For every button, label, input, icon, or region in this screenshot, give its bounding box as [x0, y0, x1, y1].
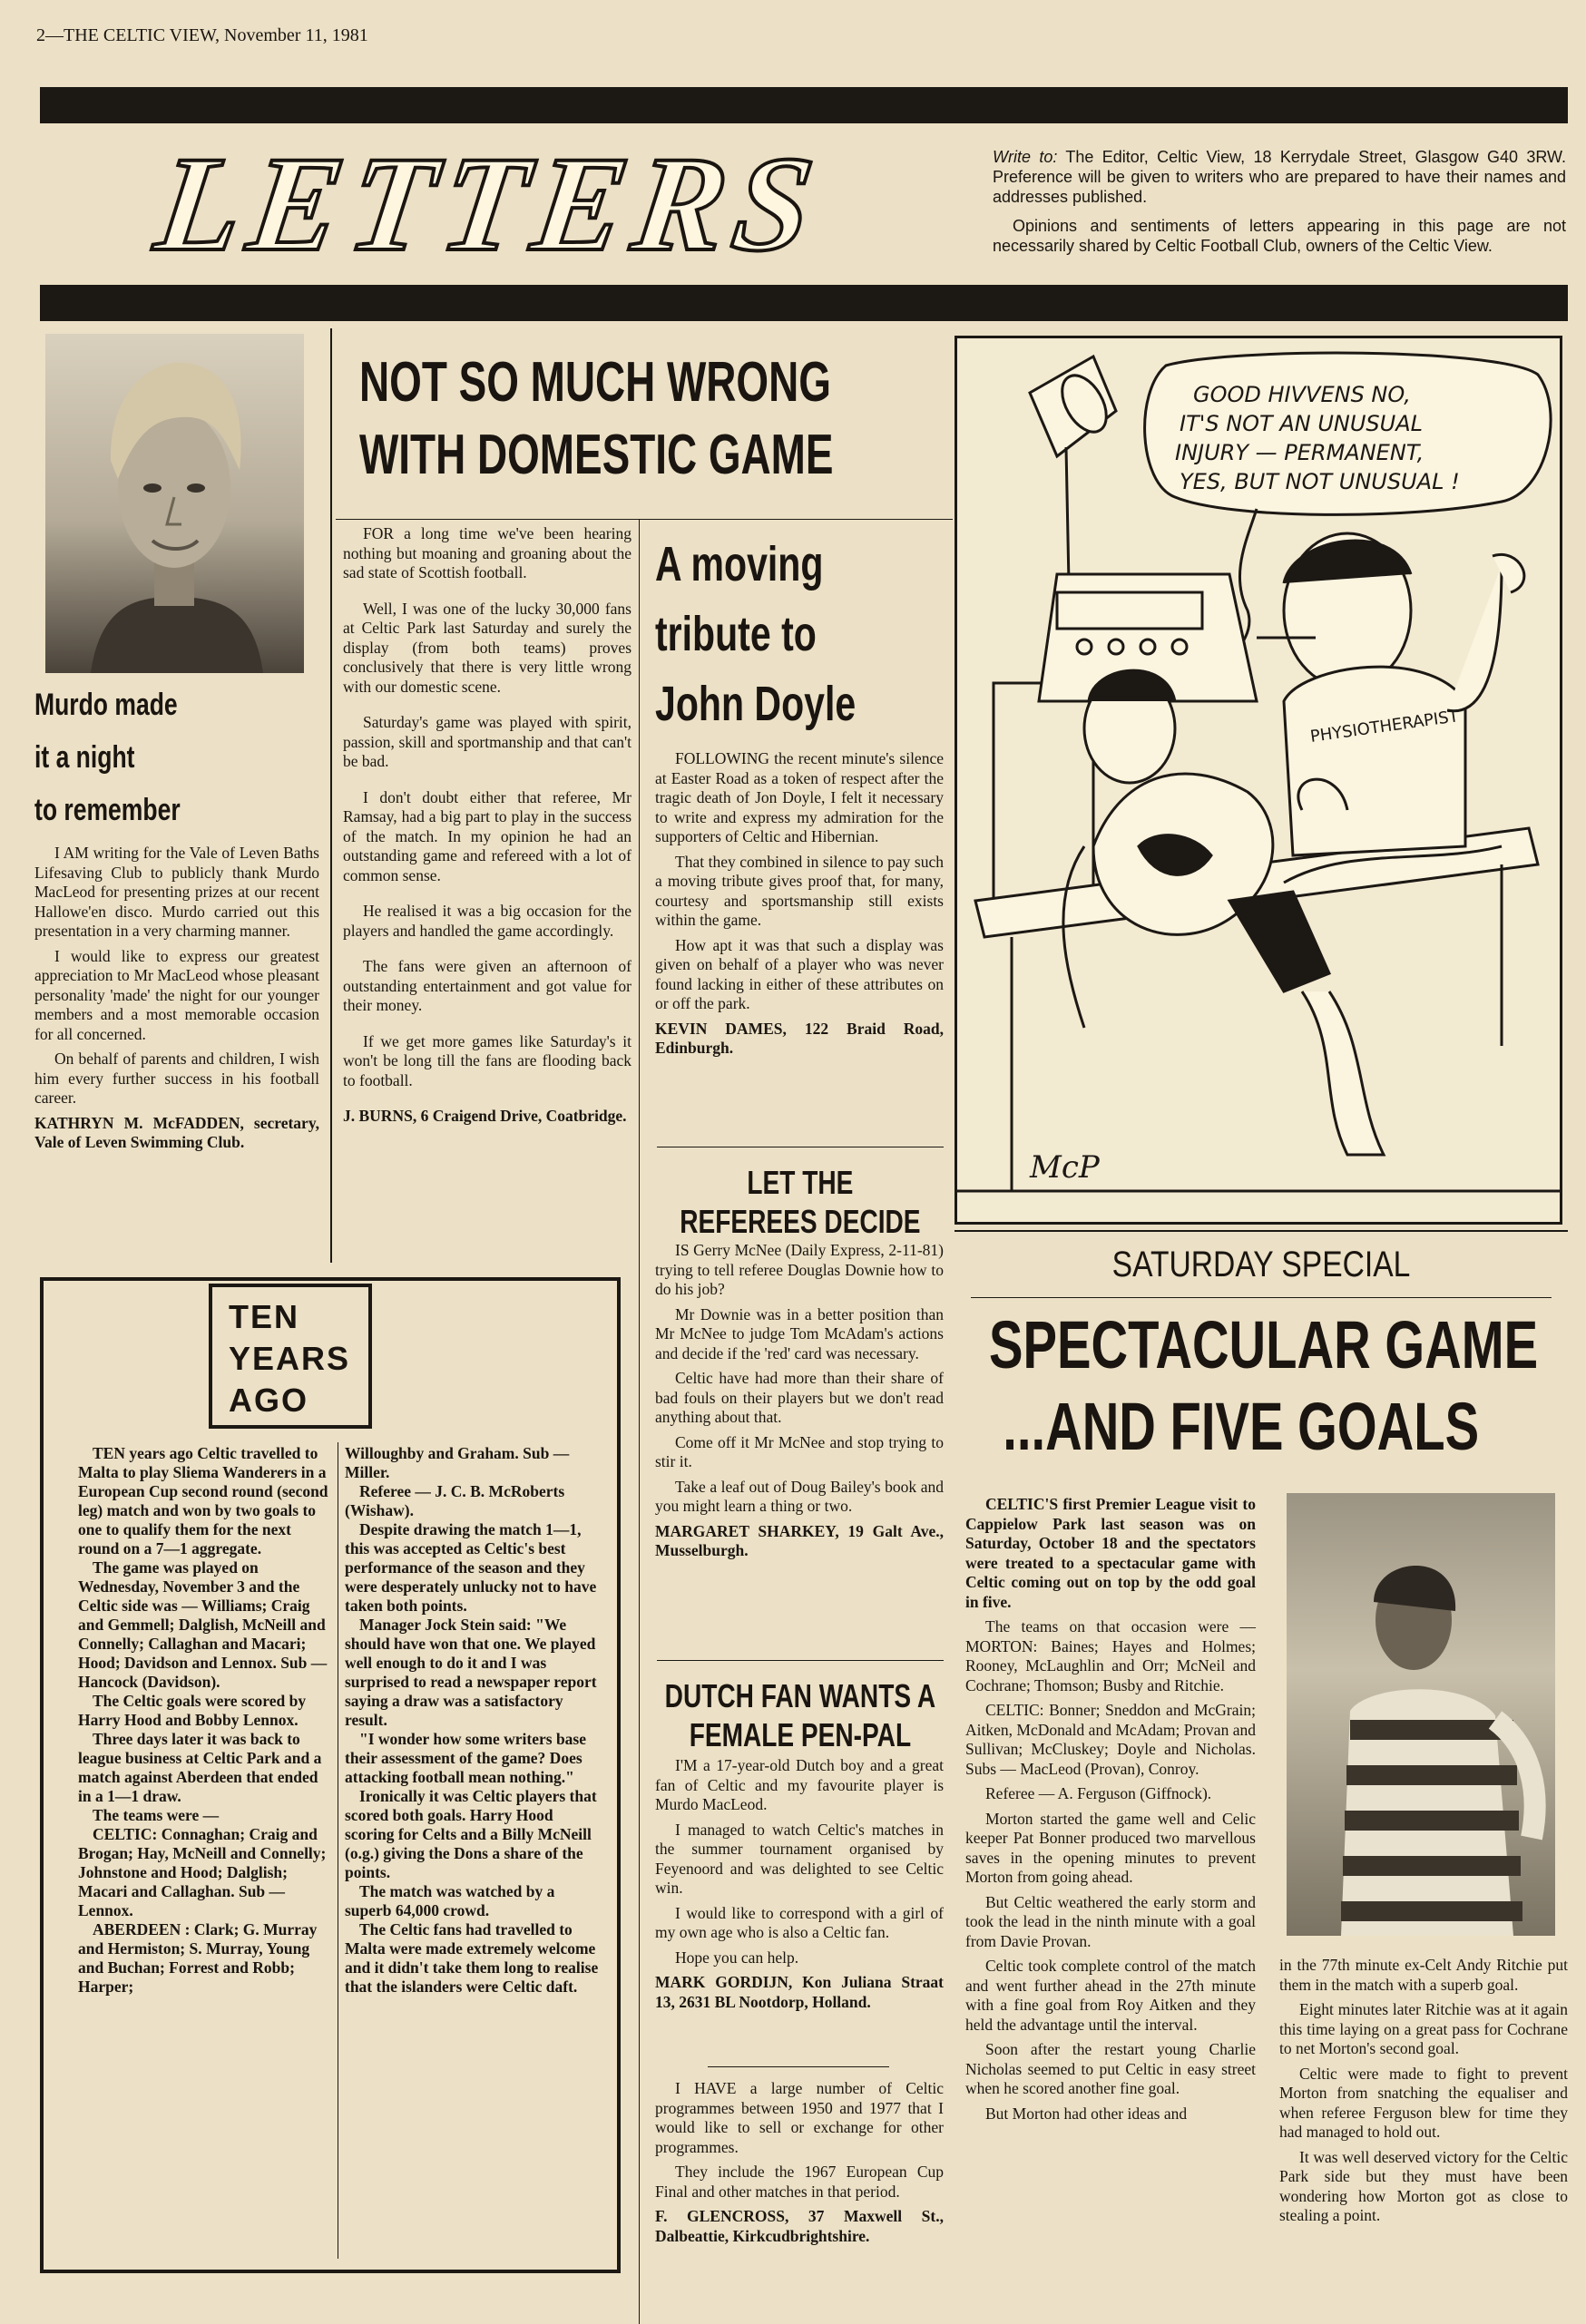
- physiotherapist-shirt-text: PHYSIOTHERAPIST: [1308, 707, 1460, 747]
- dutch-signature: MARK GORDIJN, Kon Juliana Straat 13, 2631 BL Nootdorp, Holland.: [655, 1973, 944, 2011]
- speech-line-3: INJURY — PERMANENT,: [1175, 440, 1424, 465]
- dutch-headline: DUTCH FAN WANTS A FEMALE PEN-PAL: [664, 1677, 936, 1753]
- saturday-column-1: CELTIC'S first Premier League visit to Cappielow Park last season was on Saturday, October 18 and the spectators were treated to a spectacular game with Celtic coming out on top by the odd goal in five. The teams on that occasion were — MORTON: Baines; Hayes and Holmes; Rooney, McLaughlin and Orr; McNeil and Cochrane; Thomson; Busby and Ritchie. CELTIC: Bonner; Sneddon and McGrain; Aitken, McDonald and McAdam; Provan and Sullivan; McCluskey; Doyle and Nicholas. Subs — MacLeod (Provan), Conroy. Referee — A. Ferguson (Giffnock). Morton started the game well and Celic keeper Pat Bonner produced two marvellous saves in the opening minutes to prevent Morton from going ahead. But Celtic weathered the early storm and took the lead in the ninth minute with a goal from Davie Provan. Celtic took complete control of the match and went further ahead in the 27th minute with a fine goal from Roy Aitken and they held the advantage until the interval. Soon after the restart young Charlie Nicholas seemed to put Celtic in easy street when he scored another fine goal. But Morton had other ideas and: [965, 1495, 1256, 2123]
- ten-years-label: TEN YEARS AGO: [229, 1298, 351, 1419]
- murdo-signature: KATHRYN M. McFADDEN, secretary, Vale of Leven Swimming Club.: [34, 1113, 319, 1151]
- masthead-letters: LETTERS: [148, 129, 831, 279]
- tribute-letter: FOLLOWING the recent minute's silence at Easter Road as a token of respect after the tragic death of Jon Doyle, I felt it necessary to write and express my admiration for the supporters of Celtic and Hibernian. That they combined in silence to pay such a moving tribute gives proof that, for many, courtesy and sportsmanship still exists within the game. How apt it was that such a display was given on behalf of a player who was never found lacking in either of these attributes on or off the park. KEVIN DAMES, 122 Braid Road, Edinburgh.: [655, 749, 944, 1057]
- portrait-illustration: [45, 334, 304, 673]
- player-photo-illustration: [1287, 1493, 1555, 1936]
- programmes-signature: F. GLENCROSS, 37 Maxwell St., Dalbeattie, Kirkcudbrightshire.: [655, 2207, 944, 2245]
- write-to-label: Write to:: [993, 148, 1058, 166]
- referees-letter: IS Gerry McNee (Daily Express, 2-11-81) trying to tell referee Douglas Downie how to do his job? Mr Downie was in a better position than Mr McNee to judge Tom McAdam's actions and decide if the 'red' card was necessary. Celtic have had more than their share of bad fouls on their players but we don't read anything about that. Come off it Mr McNee and stop trying to stir it. Take a leaf out of Doug Bailey's book and you might learn a thing or two. MARGARET SHARKEY, 19 Galt Ave., Musselburgh.: [655, 1241, 944, 1559]
- ten-years-column-2: Willoughby and Graham. Sub — Miller. Referee — J. C. B. McRoberts (Wishaw). Despite drawing the match 1—1, this was accepted as Celtic's best performance of the season and they were desperately unlucky not to have taken both points. Manager Jock Stein said: "We should have won that one. We played well enough to do it and I was surprised to read a newspaper report saying a draw was a satisfactory result. "I wonder how some writers base their assessment of the game? Does attacking football mean nothing." Ironically it was Celtic players that scored both goals. Harry Hood scoring for Celts and a Billy McNeill (o.g.) giving the Dons a share of the points. The match was watched by a superb 64,000 crowd. The Celtic fans had travelled to Malta were made extremely welcome and it didn't take them long to realise that the islanders were Celtic daft.: [345, 1444, 599, 1996]
- speech-line-1: GOOD HIVVENS NO,: [1193, 382, 1411, 407]
- ten-years-label-box: [209, 1284, 372, 1429]
- tribute-headline: A moving tribute to John Doyle: [655, 537, 857, 731]
- dutch-letter: I'M a 17-year-old Dutch boy and a great fan of Celtic and my favourite player is Murdo MacLeod. I managed to watch Celtic's matches in the summer tournament organised by Feyenoord and was delighted to see Celtic win. I would like to correspond with a girl of my own age who is also a Celtic fan. Hope you can help. MARK GORDIJN, Kon Juliana Straat 13, 2631 BL Nootdorp, Holland.: [655, 1756, 944, 2011]
- tribute-signature: KEVIN DAMES, 122 Braid Road, Edinburgh.: [655, 1019, 944, 1057]
- divider: [955, 1230, 1568, 1232]
- header-bottom-rule: [40, 285, 1568, 321]
- column-rule: [639, 519, 640, 2324]
- murdo-headline: Murdo made it a night to remember: [34, 688, 181, 827]
- divider: [708, 2066, 889, 2067]
- speech-line-4: YES, BUT NOT UNUSUAL !: [1180, 469, 1460, 494]
- cartoonist-signature: McP: [1030, 1149, 1100, 1186]
- top-rule: [40, 87, 1568, 123]
- column-rule: [330, 328, 332, 1263]
- page-header-line: 2—THE CELTIC VIEW, November 11, 1981: [36, 25, 368, 45]
- player-photo: [1287, 1493, 1555, 1936]
- saturday-column-2: in the 77th minute ex-Celt Andy Ritchie put them in the match with a superb goal. Eight minutes later Ritchie was at it again this time laying on a great pass for Cochrane to net Morton's second goal. Celtic were made to fight to prevent Morton from snatching the equaliser and when referee Ferguson blew for time they had managed to hold out. It was well deserved victory for the Celtic Park side but they must have been wondering how Morton got as close to stealing a point.: [1279, 1956, 1568, 2224]
- write-to-text: The Editor, Celtic View, 18 Kerrydale Street, Glasgow G40 3RW. Preference will be given to writers who are prepared to have their names and addresses published.: [993, 148, 1566, 206]
- divider: [971, 1297, 1552, 1298]
- murdo-macleod-photo: [45, 334, 304, 673]
- disclaimer-text: Opinions and sentiments of letters appearing in this page are not necessarily shared by Celtic Football Club, owners of the Celtic View.: [993, 217, 1566, 255]
- write-to-notice: [993, 147, 1566, 256]
- domestic-signature: J. BURNS, 6 Craigend Drive, Coatbridge.: [343, 1107, 627, 1125]
- speech-line-2: IT'S NOT AN UNUSUAL: [1180, 411, 1424, 436]
- cartoon-panel: [955, 336, 1562, 1225]
- saturday-headline: SPECTACULAR GAME ...AND FIVE GOALS: [989, 1307, 1539, 1464]
- cartoon-drawing: [957, 338, 1560, 1222]
- murdo-letter: I AM writing for the Vale of Leven Baths Lifesaving Club to publicly thank Murdo MacLeod for presenting prizes at our recent Hallowe'en disco. Murdo carried out this presentation in a very charming manner. I would like to express our greatest appreciation to Mr MacLeod whose pleasant personality 'made' the night for our younger members and a most memorable occasion for all concerned. On behalf of parents and children, I wish him every further success in his football career. KATHRYN M. McFADDEN, secretary, Vale of Leven Swimming Club.: [34, 844, 319, 1151]
- ten-years-column-1: TEN years ago Celtic travelled to Malta to play Sliema Wanderers in a European Cup second round (second leg) match and won by two goals to one to qualify them for the next round on a 7—1 aggregate. The game was played on Wednesday, November 3 and the Celtic side was — Williams; Craig and Gemmell; Dalglish, McNeill and Connelly; Callaghan and Macari; Hood; Davidson and Lennox. Sub — Hancock (Davidson). The Celtic goals were scored by Harry Hood and Bobby Lennox. Three days later it was back to league business at Celtic Park and a match against Aberdeen that ended in a 1—1 draw. The teams were — CELTIC: Connaghan; Craig and Brogan; Hay, McNeill and Connelly; Johnstone and Hood; Dalglish; Macari and Callaghan. Sub — Lennox. ABERDEEN : Clark; G. Murray and Hermiston; S. Murray, Young and Buchan; Forrest and Robb; Harper;: [78, 1444, 328, 1996]
- headline-rule: [336, 519, 953, 520]
- domestic-letter: FOR a long time we've been hearing nothing but moaning and groaning about the sad state of Scottish football. Well, I was one of the lucky 30,000 fans at Celtic Park last Saturday and surely the display (from both teams) proves conclusively that there is very little wrong with our domestic scene. Saturday's game was played with spirit, passion, skill and sportmanship and that can't be bad. I don't doubt either that referee, Mr Ramsay, had a big part to play in the success of the match. In my opinion he had an outstanding game and refereed with a lot of common sense. He realised it was a big occasion for the players and handled the game accordingly. The fans were given an afternoon of outstanding entertainment and got value for their money. If we get more games like Saturday's it won't be long till the fans are flooding back to football. J. BURNS, 6 Craigend Drive, Coatbridge.: [343, 524, 631, 1125]
- divider: [657, 1660, 944, 1661]
- programmes-letter: I HAVE a large number of Celtic programmes between 1950 and 1977 that I would like to sell or exchange for other programmes. They include the 1967 European Cup Final and other matches in that period. F. GLENCROSS, 37 Maxwell St., Dalbeattie, Kirkcudbrightshire.: [655, 2079, 944, 2245]
- saturday-kicker: SATURDAY SPECIAL: [1111, 1245, 1411, 1284]
- referees-headline: LET THE REFEREES DECIDE: [680, 1164, 921, 1240]
- referees-signature: MARGARET SHARKEY, 19 Galt Ave., Musselburgh.: [655, 1521, 944, 1559]
- domestic-headline: NOT SO MUCH WRONG WITH DOMESTIC GAME: [359, 351, 834, 486]
- saturday-lead: CELTIC'S first Premier League visit to Cappielow Park last season was on Saturday, October 18 and the spectators were treated to a spectacular game with Celtic coming out on top by the odd goal in five.: [965, 1495, 1256, 1611]
